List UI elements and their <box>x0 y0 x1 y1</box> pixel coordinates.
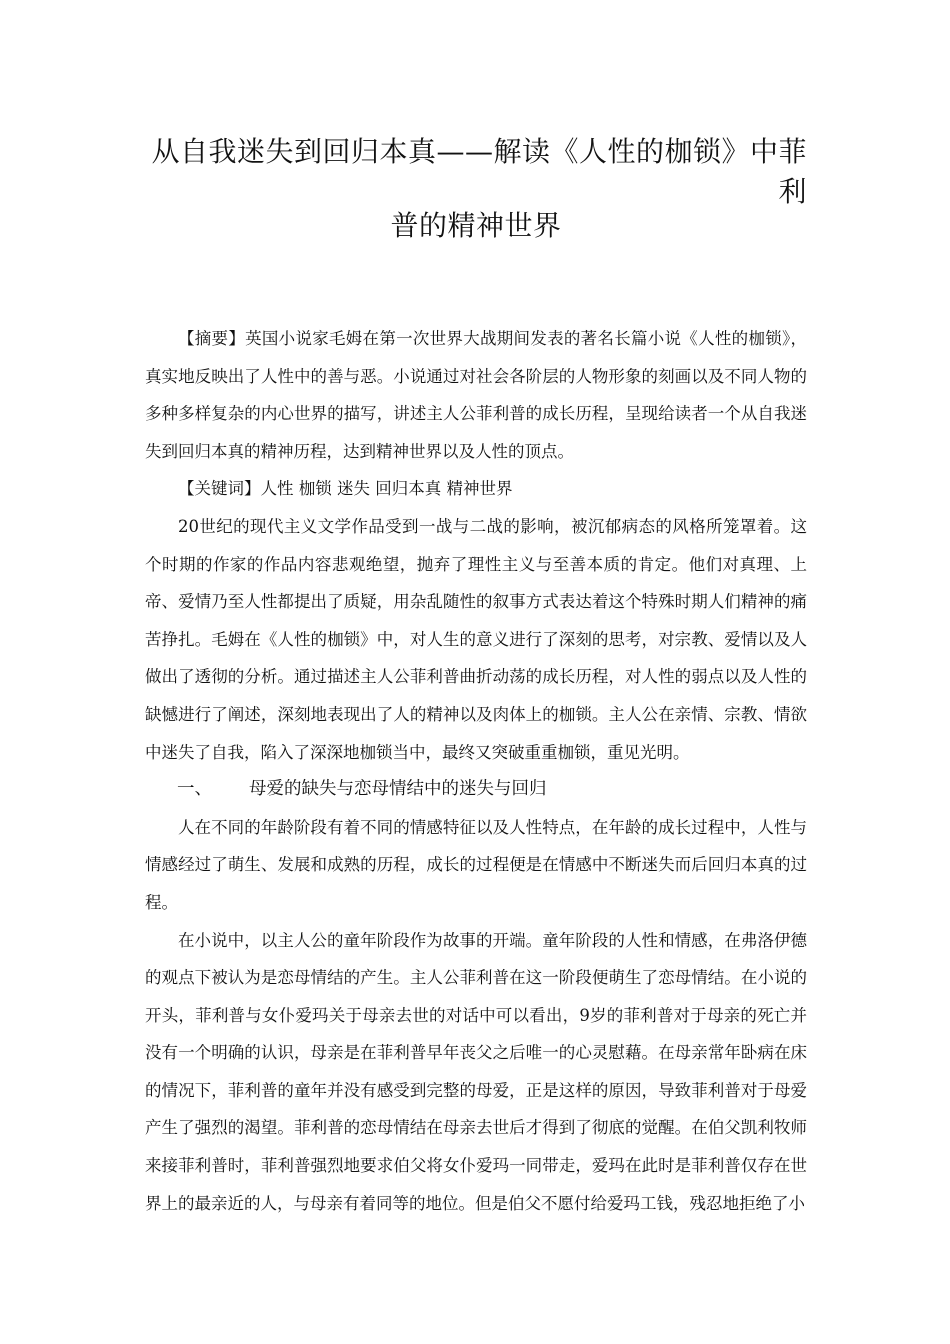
section-heading-text: 母爱的缺失与恋母情结中的迷失与回归 <box>249 779 547 800</box>
intro-paragraph: 20世纪的现代主义文学作品受到一战与二战的影响，被沉郁病态的风格所笼罩着。这个时期的作家的作品内容悲观绝望，抛弃了理性主义与至善本质的肯定。他们对真理、上帝、爱情乃至人性都提出了质疑，用杂乱随性的叙事方式表达着这个特殊时期人们精神的痛苦挣扎。毛姆在《人性的枷锁》中，对人生的意义进行了深刻的思考，对宗教、爱情以及人做出了透彻的分析。通过描述主人公菲利普曲折动荡的成长历程，对人性的弱点以及人性的缺憾进行了阐述，深刻地表现出了人的精神以及肉体上的枷锁。主人公在亲情、宗教、情欲中迷失了自我，陷入了深深地枷锁当中，最终又突破重重枷锁，重见光明。 <box>145 516 807 762</box>
body-paragraph-2: 在小说中，以主人公的童年阶段作为故事的开端。童年阶段的人性和情感，在弗洛伊德的观点下被认为是恋母情结的产生。主人公菲利普在这一阶段便萌生了恋母情结。在小说的开头，菲利普与女仆爱玛关于母亲去世的对话中可以看出，9岁的菲利普对于母亲的死亡并没有一个明确的认识，母亲是在菲利普早年丧父之后唯一的心灵慰藉。在母亲常年卧病在床的情况下，菲利普的童年并没有感受到完整的母爱，正是这样的原因，导致菲利普对于母爱产生了强烈的渴望。菲利普的恋母情结在母亲去世后才得到了彻底的觉醒。在伯父凯利牧师来接菲利普时，菲利普强烈地要求伯父将女仆爱玛一同带走，爱玛在此时是菲利普仅存在世界上的最亲近的人，与母亲有着同等的地位。但是伯父不愿付给爱玛工钱，残忍地拒绝了小 <box>145 930 807 1213</box>
body-paragraph-1: 人在不同的年龄阶段有着不同的情感特征以及人性特点，在年龄的成长过程中，人性与情感经过了萌生、发展和成熟的历程，成长的过程便是在情感中不断迷失而后回归本真的过程。 <box>145 817 807 912</box>
title-line-2: 普的精神世界 <box>390 209 562 242</box>
title-line-1: 从自我迷失到回归本真——解读《人性的枷锁》中菲利 <box>151 135 807 208</box>
document-body <box>145 320 807 1222</box>
keywords-paragraph: 【关键词】人性 枷锁 迷失 回归本真 精神世界 <box>178 479 513 499</box>
section-heading-1 <box>145 771 807 809</box>
abstract-paragraph: 【摘要】英国小说家毛姆在第一次世界大战期间发表的著名长篇小说《人性的枷锁》，真实地反映出了人性中的善与恶。小说通过对社会各阶层的人物形象的刻画以及不同人物的多种多样复杂的内心世界的描写，讲述主人公菲利普的成长历程，呈现给读者一个从自我迷失到回归本真的精神历程，达到精神世界以及人性的顶点。 <box>145 329 807 461</box>
section-number: 一、 <box>177 779 212 800</box>
